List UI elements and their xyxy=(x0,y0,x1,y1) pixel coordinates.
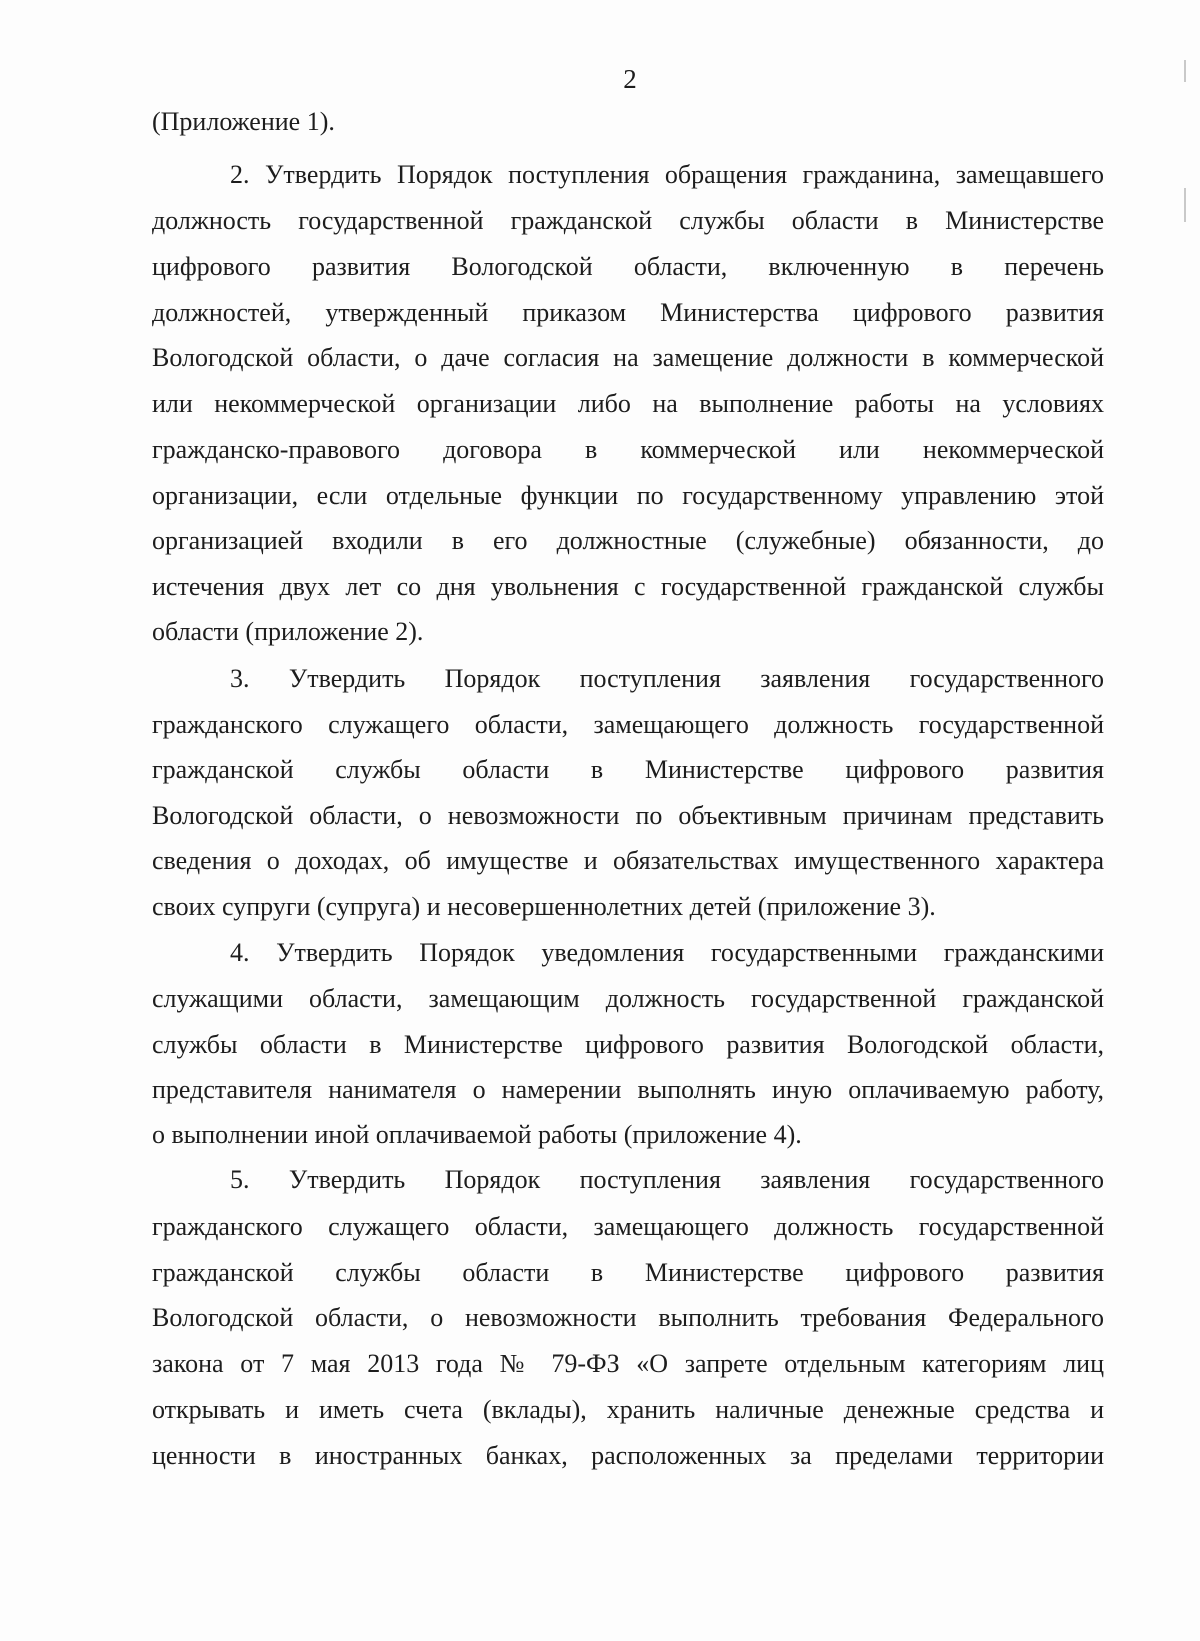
text-line: Вологодской области, о невозможности по объективным причинам представить xyxy=(152,801,1104,830)
page-number: 2 xyxy=(623,64,637,94)
text-line: закона от 7 мая 2013 года № 79-ФЗ «О запрете отдельным категориям лиц xyxy=(152,1349,1104,1378)
scan-margin-mark xyxy=(1184,188,1186,222)
text-line: организации, если отдельные функции по государственному управлению этой xyxy=(152,481,1104,510)
text-line: гражданского служащего области, замещающего должность государственной xyxy=(152,710,1104,739)
paragraph-4-first-line: 4. Утвердить Порядок уведомления государственными гражданскими xyxy=(230,938,1104,967)
text-line: (Приложение 1). xyxy=(152,107,335,136)
text-line: должностей, утвержденный приказом Министерства цифрового развития xyxy=(152,298,1104,327)
text-line: представителя нанимателя о намерении выполнять иную оплачиваемую работу, xyxy=(152,1075,1104,1104)
text-line: гражданско-правового договора в коммерческой или некоммерческой xyxy=(152,435,1104,464)
text-line: своих супруги (супруга) и несовершеннолетних детей (приложение 3). xyxy=(152,892,936,921)
paragraph-2-first-line: 2. Утвердить Порядок поступления обращения гражданина, замещавшего xyxy=(230,160,1104,189)
scan-margin-mark xyxy=(1184,60,1186,82)
text-line: ценности в иностранных банках, расположенных за пределами территории xyxy=(152,1441,1104,1470)
text-line: организацией входили в его должностные (служебные) обязанности, до xyxy=(152,526,1104,555)
text-line: служащими области, замещающим должность государственной гражданской xyxy=(152,984,1104,1013)
text-line: Вологодской области, о невозможности выполнить требования Федерального xyxy=(152,1303,1104,1332)
text-line: гражданской службы области в Министерстве цифрового развития xyxy=(152,755,1104,784)
text-line: Вологодской области, о даче согласия на замещение должности в коммерческой xyxy=(152,343,1104,372)
text-line: сведения о доходах, об имуществе и обязательствах имущественного характера xyxy=(152,846,1104,875)
text-line: должность государственной гражданской службы области в Министерстве xyxy=(152,206,1104,235)
text-line: службы области в Министерстве цифрового развития Вологодской области, xyxy=(152,1030,1104,1059)
text-line: открывать и иметь счета (вклады), хранить наличные денежные средства и xyxy=(152,1395,1104,1424)
text-line: о выполнении иной оплачиваемой работы (приложение 4). xyxy=(152,1120,802,1149)
paragraph-5-first-line: 5. Утвердить Порядок поступления заявления государственного xyxy=(230,1165,1104,1194)
text-line: гражданской службы области в Министерстве цифрового развития xyxy=(152,1258,1104,1287)
text-line: истечения двух лет со дня увольнения с государственной гражданской службы xyxy=(152,572,1104,601)
text-line: цифрового развития Вологодской области, включенную в перечень xyxy=(152,252,1104,281)
paragraph-3-first-line: 3. Утвердить Порядок поступления заявления государственного xyxy=(230,664,1104,693)
text-line: области (приложение 2). xyxy=(152,617,424,646)
text-line: или некоммерческой организации либо на выполнение работы на условиях xyxy=(152,389,1104,418)
text-line: гражданского служащего области, замещающего должность государственной xyxy=(152,1212,1104,1241)
